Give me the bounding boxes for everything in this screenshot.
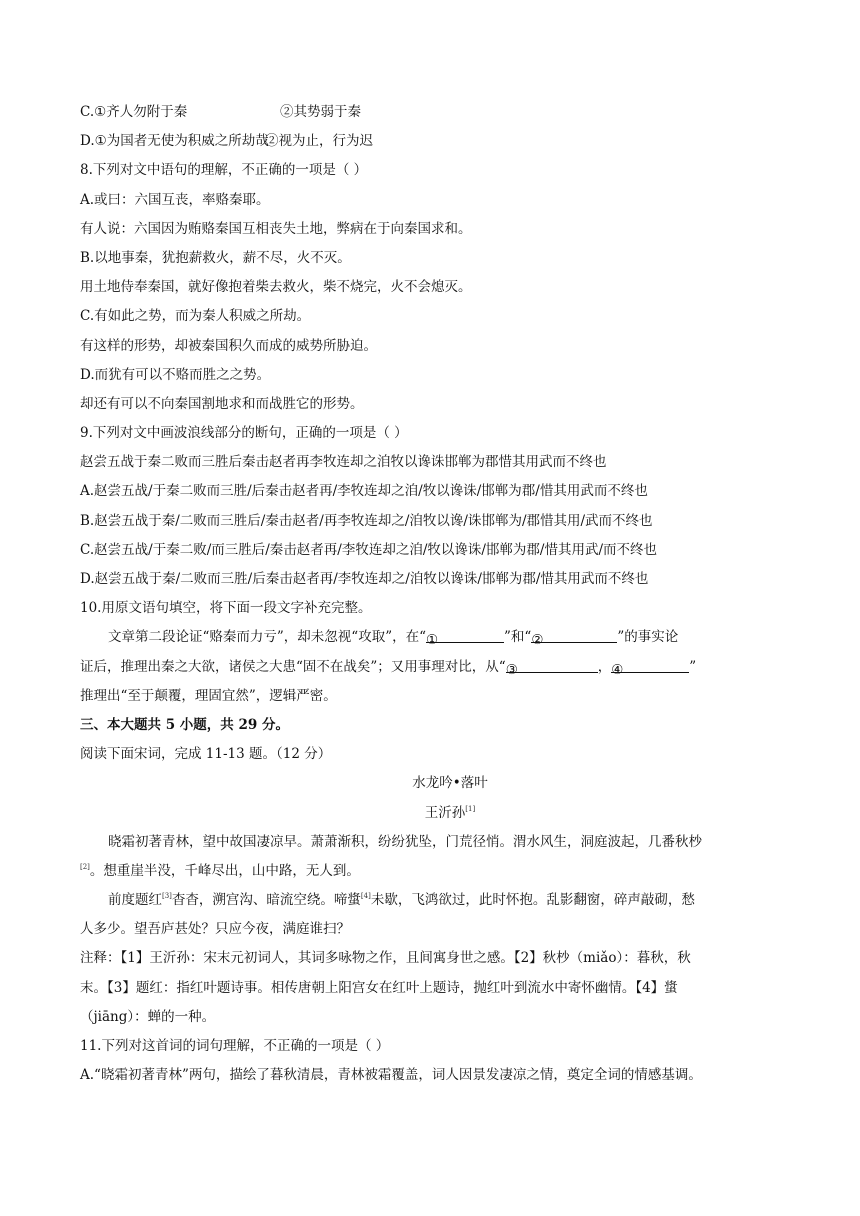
- q8-option-a: A.或曰：六国互丧，率赂秦耶。: [80, 191, 270, 208]
- note-ref-2: [2]: [80, 862, 90, 871]
- poem-stanza-2-line-1: 前度题红[3]杳杳，溯宫沟、暗流空绕。啼螀[4]未歇，飞鸿欲过，此时怀抱。乱影翻窗，碎声敲砌，愁: [108, 892, 695, 909]
- poem-author: 王沂孙[1]: [424, 804, 476, 821]
- q9-option-c: C.赵尝五战/于秦二败/而三胜后/秦击赵者再/李牧连却之洎/牧以谗诛/邯郸为郡/惜其用武/而不终也: [80, 541, 658, 558]
- q9-stem: 9.下列对文中画波浪线部分的断句，正确的一项是（ ）: [80, 425, 408, 442]
- poem-notes-line-1: 注释：【1】王沂孙：宋末元初词人，其词多咏物之作，且间寓身世之感。【2】秋杪（miǎo）：暮秋，秋: [80, 950, 691, 967]
- q8-option-b-translation: 用土地侍奉秦国，就好像抱着柴去救火，柴不烧完，火不会熄灭。: [80, 279, 472, 296]
- blank-2[interactable]: ②: [531, 626, 617, 643]
- q11-option-a: A.“晓霜初著青林”两句，描绘了暮秋清晨，青林被霜覆盖，词人因景发凄凉之情，奠定全词的情感基调。: [80, 1067, 702, 1084]
- blank-3[interactable]: ③: [506, 656, 598, 673]
- q11-stem: 11.下列对这首词的词句理解，不正确的一项是（ ）: [80, 1038, 390, 1054]
- note-ref-1: [1]: [465, 804, 476, 813]
- q9-text: 赵尝五战于秦二败而三胜后秦击赵者再李牧连却之洎牧以谗诛邯郸为郡惜其用武而不终也: [80, 454, 607, 471]
- q9-option-b: B.赵尝五战于秦/二败而三胜后/秦击赵者/再李牧连却之/洎牧以谗/诛邯郸为/郡惜其用/武而不终也: [80, 512, 653, 529]
- q7-option-d-2: ②视为止，行为迟: [265, 133, 373, 150]
- poem-notes-line-3: （jiāng）：蝉的一种。: [80, 1008, 216, 1025]
- q8-option-d-translation: 却还有可以不向秦国割地求和而战胜它的形势。: [80, 395, 364, 412]
- q10-paragraph-line-2: 证后，推理出秦之大欲，诸侯之大患“固不在战矣”；又用事理对比，从“③ ，④ ”: [80, 653, 820, 682]
- note-ref-3: [3]: [162, 892, 172, 901]
- poem-stanza-2-line-2: 人多少。望吾庐甚处？只应今夜，满庭谁扫？: [80, 921, 350, 938]
- q10-stem: 10.用原文语句填空，将下面一段文字补充完整。: [80, 600, 372, 617]
- poem-notes-line-2: 末。【3】题红：指红叶题诗事。相传唐朝上阳宫女在红叶上题诗，抛红叶到流水中寄怀幽情。【4】螀: [80, 979, 678, 996]
- q7-option-c-2: ②其势弱于秦: [280, 104, 361, 120]
- q9-option-d: D.赵尝五战于秦/二败而三胜/后秦击赵者再/李牧连却之/洎牧以谗诛/邯郸为郡/惜其用武而不终也: [80, 571, 649, 587]
- q7-option-c-1: C.①齐人勿附于秦: [80, 104, 188, 120]
- note-ref-4: [4]: [360, 892, 371, 901]
- q8-stem: 8.下列对文中语句的理解，不正确的一项是（ ）: [80, 162, 368, 179]
- poem-stanza-1-line-2: [2]。想重崖半没，千峰尽出，山中路，无人到。: [80, 862, 360, 879]
- q10-paragraph-line-1: 文章第二段论证“赂秦而力亏”，却未忽视“攻取”，在“① ”和“② ”的事实论: [80, 623, 820, 652]
- q8-option-d: D.而犹有可以不赂而胜之之势。: [80, 366, 271, 383]
- q8-option-c: C.有如此之势，而为秦人积威之所劫。: [80, 308, 311, 325]
- q7-option-d: [80, 127, 820, 156]
- q8-option-a-translation: 有人说：六国因为贿赂秦国互相丧失土地，弊病在于向秦国求和。: [80, 220, 472, 237]
- poem-intro: 阅读下面宋词，完成 11-13 题。（12 分）: [80, 746, 332, 763]
- q10-paragraph-line-3: 推理出“至于颠覆，理固宜然”，逻辑严密。: [80, 687, 337, 704]
- section-3-heading: 三、本大题共 5 小题，共 29 分。: [80, 716, 289, 733]
- exam-page: [80, 98, 820, 1090]
- poem-title: 水龙吟•落叶: [412, 775, 488, 792]
- q9-option-a: A.赵尝五战/于秦二败而三胜/后秦击赵者再/李牧连却之洎/牧以谗诛/邯郸为郡/惜其用武而不终也: [80, 483, 648, 500]
- q8-option-b: B.以地事秦，犹抱薪救火，薪不尽，火不灭。: [80, 249, 351, 266]
- blank-1[interactable]: ①: [426, 626, 504, 643]
- q7-option-c: [80, 98, 820, 127]
- poem-stanza-1-line-1: 晓霜初著青林，望中故国凄凉早。萧萧渐积，纷纷犹坠，门荒径悄。渭水风生，洞庭波起，几番秋杪: [108, 833, 702, 850]
- q8-option-c-translation: 有这样的形势，却被秦国积久而成的威势所胁迫。: [80, 337, 377, 354]
- blank-4[interactable]: ④: [611, 656, 689, 673]
- q7-option-d-1: D.①为国者无使为积威之所劫哉: [80, 133, 269, 150]
